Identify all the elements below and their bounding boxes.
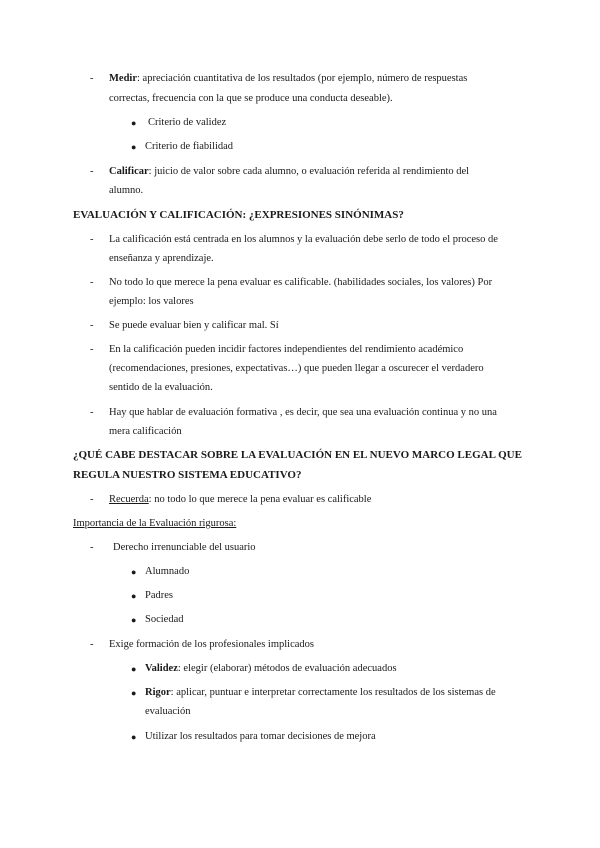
- dash-marker: -: [90, 542, 94, 553]
- importancia-title: Importancia de la Evaluación rigurosa:: [73, 518, 237, 529]
- validez-term: Validez: [145, 663, 178, 674]
- criterio-fiabilidad: Criterio de fiabilidad: [145, 141, 234, 152]
- exige-line: Exige formación de los profesionales implicados: [109, 639, 314, 650]
- calificar-line2: alumno.: [109, 185, 144, 196]
- medir-line2: correctas, frecuencia con la que se produce una conducta deseable).: [109, 93, 393, 104]
- medir-term: Medir: [109, 73, 137, 84]
- derecho-sociedad: Sociedad: [145, 614, 184, 625]
- dash-marker: -: [90, 639, 94, 650]
- bullet-marker: ●: [131, 142, 137, 152]
- calificar-term: Calificar: [109, 166, 149, 177]
- item-formativa-l2: mera calificación: [109, 426, 182, 437]
- bullet-marker: ●: [131, 615, 137, 625]
- utilizar-line: Utilizar los resultados para tomar decisiones de mejora: [145, 731, 376, 742]
- dash-marker: -: [90, 234, 94, 245]
- recuerda-line: [109, 490, 371, 510]
- section-heading-evaluacion-calificacion: EVALUACIÓN Y CALIFICACIÓN: ¿EXPRESIONES SINÓNIMAS?: [73, 209, 404, 221]
- bullet-marker: ●: [131, 567, 137, 577]
- dash-marker: -: [90, 344, 94, 355]
- item-factores-l2: (recomendaciones, presiones, expectativas…) que pueden llegar a oscurecer el verdadero: [109, 363, 484, 374]
- rigor-line2: evaluación: [145, 706, 191, 717]
- recuerda-label: Recuerda: [109, 494, 149, 505]
- rigor-text: : aplicar, puntuar e interpretar correctamente los resultados de los sistemas de: [170, 687, 496, 698]
- item-formativa-l1: Hay que hablar de evaluación formativa , es decir, que sea una evaluación continua y no una: [109, 407, 497, 418]
- recuerda-text: : no todo lo que merece la pena evaluar es calificable: [148, 494, 372, 505]
- item-calificacion-centrada-l1: La calificación está centrada en los alumnos y la evaluación debe serlo de todo el proceso de: [109, 234, 498, 245]
- item-factores-l3: sentido de la evaluación.: [109, 382, 213, 393]
- bullet-marker: ●: [131, 688, 137, 698]
- bullet-marker: ●: [131, 664, 137, 674]
- item-evaluar-bien: Se puede evaluar bien y calificar mal. Sí: [109, 320, 279, 331]
- medir-text: : apreciación cuantitativa de los resultados (por ejemplo, número de respuestas: [137, 73, 468, 84]
- bullet-marker: ●: [131, 732, 137, 742]
- dash-marker: -: [90, 166, 94, 177]
- section-heading-marco-legal-l2: REGULA NUESTRO SISTEMA EDUCATIVO?: [73, 469, 302, 481]
- dash-marker: -: [90, 320, 94, 331]
- validez-text: : elegir (elaborar) métodos de evaluación adecuados: [177, 663, 397, 674]
- item-no-todo-l1: No todo lo que merece la pena evaluar es calificable. (habilidades sociales, los valores) Por: [109, 277, 493, 288]
- calificar-text: : juicio de valor sobre cada alumno, o evaluación referida al rendimiento del: [148, 166, 470, 177]
- dash-marker: -: [90, 73, 94, 84]
- item-factores-l1: En la calificación pueden incidir factores independientes del rendimiento académico: [109, 344, 464, 355]
- dash-marker: -: [90, 277, 94, 288]
- bullet-marker: ●: [131, 118, 137, 128]
- bullet-marker: ●: [131, 591, 137, 601]
- dash-marker: -: [90, 407, 94, 418]
- item-no-todo-l2: ejemplo: los valores: [109, 296, 194, 307]
- dash-marker: -: [90, 494, 94, 505]
- derecho-line: Derecho irrenunciable del usuario: [113, 542, 256, 553]
- section-heading-marco-legal-l1: ¿QUÉ CABE DESTACAR SOBRE LA EVALUACIÓN EN EL NUEVO MARCO LEGAL QUE: [73, 449, 522, 461]
- derecho-padres: Padres: [145, 590, 173, 601]
- derecho-alumnado: Alumnado: [145, 566, 190, 577]
- item-calificacion-centrada-l2: enseñanza y aprendizaje.: [109, 253, 214, 264]
- criterio-validez: Criterio de validez: [148, 117, 227, 128]
- rigor-term: Rigor: [145, 687, 171, 698]
- calificar-line1: [109, 162, 469, 182]
- validez-line: [145, 659, 397, 679]
- medir-line1: [109, 69, 467, 89]
- rigor-line1: [145, 683, 496, 703]
